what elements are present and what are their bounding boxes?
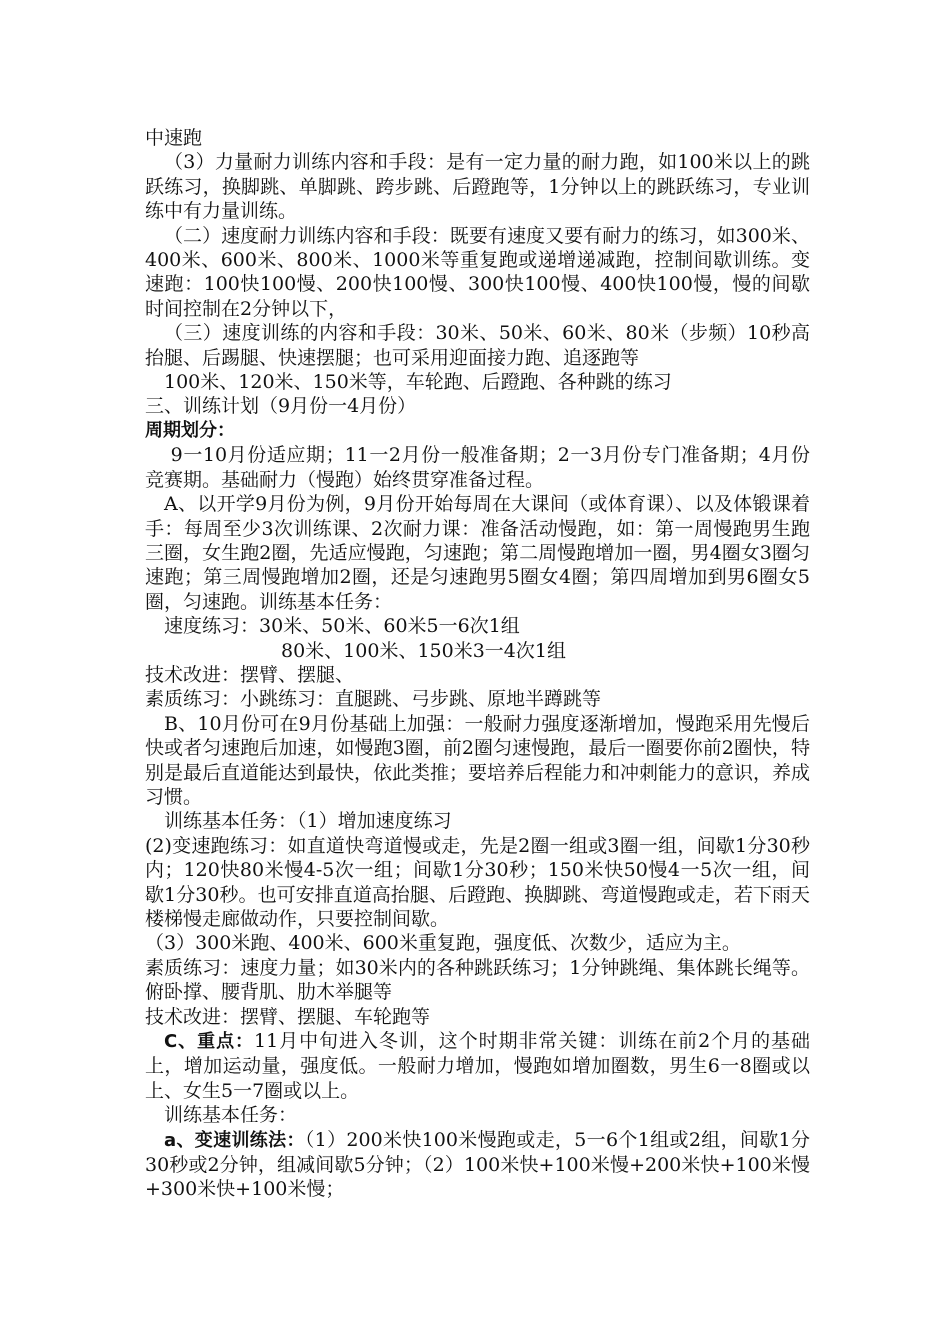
variable-training-label: a、变速训练法：	[164, 1129, 305, 1151]
paragraph-speed-distances: 100米、120米、150米等，车轮跑、后蹬跑、各种跳的练习	[164, 371, 672, 394]
paragraph-interval-run: (2)变速跑练习：如直道快弯道慢或走，先是2圈一组或3圈一组，间歇1分30秒内；120快80米慢4-5次一组；间歇1分30秒；150米快50慢4一5次一组，间歇1分30秒。也可安排直道高抬腿、后蹬跑、换脚跳、弯道慢跑或走，若下雨天楼梯慢走廊做动作，只要控制间歇。	[145, 834, 810, 930]
paragraph-speed-endurance: （二）速度耐力训练内容和手段：既要有速度又要有耐力的练习，如300米、400米、600米、800米、1000米等重复跑或递增递减跑，控制间歇训练。变速跑：100快100慢、200快100慢、300快100慢、400快100慢，慢的间歇时间控制在2分钟以下，	[145, 224, 810, 320]
paragraph-strength-endurance: （3）力量耐力训练内容和手段：是有一定力量的耐力跑，如100米以上的跳跃练习，换脚跳、单脚跳、跨步跳、后蹬跑等，1分钟以上的跳跃练习，专业训练中有力量训练。	[145, 151, 810, 223]
document-page	[145, 126, 810, 1202]
variable-training-text: （1）200米快100米慢跑或走，5一6个1组或2组，间歇1分30秒或2分钟，组减间歇5分钟；（2）100米快+100米慢+200米快+100米慢+300米快+100米慢；	[145, 1128, 811, 1201]
paragraph-quality-1: 素质练习：小跳练习：直腿跳、弓步跳、原地半蹲跳等	[145, 688, 602, 711]
paragraph-basic-task-2: 训练基本任务：	[164, 1104, 298, 1127]
paragraph-periods: 9一10月份适应期；11一2月份一般准备期；2一3月份专门准备期；4月份竞赛期。基础耐力（慢跑）始终贯穿准备过程。	[145, 444, 810, 491]
section-heading-training-plan: 三、训练计划（9月份一4月份）	[145, 395, 417, 418]
key-point-text: 11月中旬进入冬训，这个时期非常关键：训练在前2个月的基础上，增加运动量，强度低。一般耐力增加，慢跑如增加圈数，男生6一8圈或以上、女生5一7圈或以上。	[145, 1030, 810, 1102]
paragraph-quality-2: 素质练习：速度力量；如30米内的各种跳跃练习；1分钟跳绳、集体跳长绳等。俯卧撑、腰背肌、肋木举腿等	[145, 956, 810, 1004]
paragraph-repeat-run: （3）300米跑、400米、600米重复跑，强度低、次数少，适应为主。	[145, 932, 741, 955]
paragraph-speed-practice-1: 速度练习：30米、50米、60米5一6次1组	[164, 615, 520, 638]
paragraph-basic-task-1: 训练基本任务：（1）增加速度练习	[164, 810, 452, 833]
paragraph-variable-training	[145, 1128, 810, 1202]
paragraph-mid-speed-run: 中速跑	[145, 127, 203, 149]
heading-period-division: 周期划分：	[145, 419, 235, 441]
key-point-label: C、重点：	[164, 1031, 254, 1053]
paragraph-september-plan: A、以开学9月份为例，9月份开始每周在大课间（或体育课）、以及体锻课着手：每周至少3次训练课、2次耐力课：准备活动慢跑，如：第一周慢跑男生跑三圈，女生跑2圈，先适应慢跑，匀速跑；第二周慢跑增加一圈，男4圈女3圈匀速跑；第三周慢跑增加2圈，还是匀速跑男5圈女4圈；第四周增加到男6圈女5圈，匀速跑。训练基本任务：	[145, 493, 810, 613]
paragraph-speed-training: （三）速度训练的内容和手段：30米、50米、60米、80米（步频）10秒高抬腿、后踢腿、快速摆腿；也可采用迎面接力跑、追逐跑等	[145, 322, 810, 369]
paragraph-october-plan: B、10月份可在9月份基础上加强：一般耐力强度逐渐增加，慢跑采用先慢后快或者匀速跑后加速，如慢跑3圈，前2圈匀速慢跑，最后一圈要你前2圈快，特别是最后直道能达到最快，依此类推；要培养后程能力和冲刺能力的意识，养成习惯。	[145, 712, 811, 808]
paragraph-speed-practice-2: 80米、100米、150米3一4次1组	[281, 639, 566, 662]
paragraph-technique-2: 技术改进：摆臂、摆腿、车轮跑等	[145, 1005, 431, 1028]
paragraph-technique-1: 技术改进：摆臂、摆腿、	[145, 663, 355, 686]
paragraph-key-point	[145, 1029, 810, 1103]
